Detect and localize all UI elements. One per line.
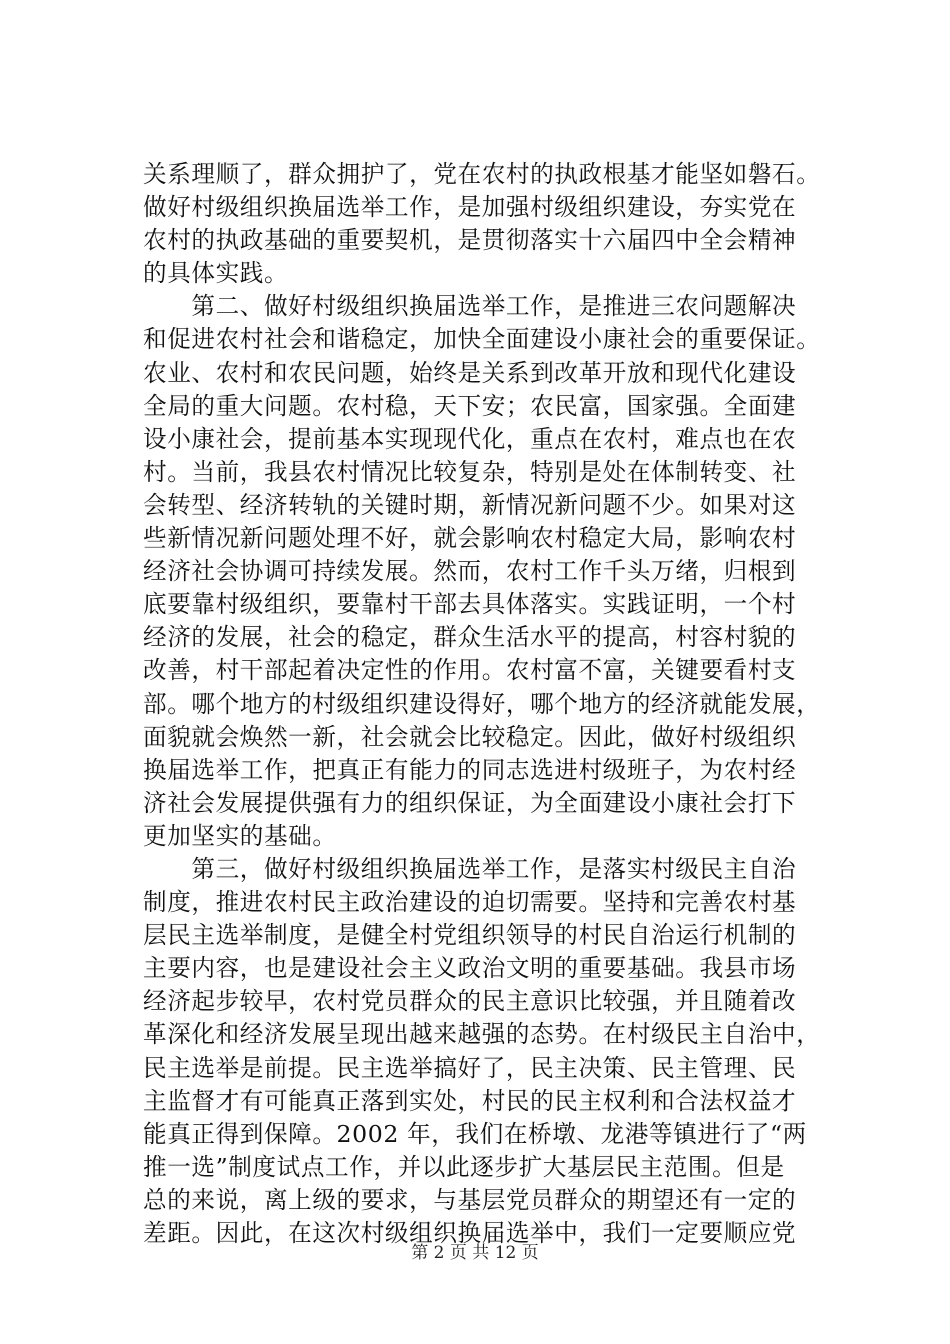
text-line: 做好村级组织换届选举工作，是加强村级组织建设，夯实党在 [143,193,797,222]
text-line: 经济起步较早，农村党员群众的民主意识比较强，并且随着改 [143,987,797,1016]
text-line: 第三，做好村级组织换届选举工作，是落实村级民主自治 [143,854,797,883]
text-line: 面貌就会焕然一新，社会就会比较稳定。因此，做好村级组织 [143,722,797,751]
text-line: 革深化和经济发展呈现出越来越强的态势。在村级民主自治中， [143,1020,821,1049]
text-line: 制度，推进农村民主政治建设的迫切需要。坚持和完善农村基 [143,888,797,917]
text-line: 会转型、经济转轨的关键时期，新情况新问题不少。如果对这 [143,490,797,519]
text-line: 些新情况新问题处理不好，就会影响农村稳定大局，影响农村 [143,524,797,553]
text-line: 第二、做好村级组织换届选举工作，是推进三农问题解决 [143,292,797,321]
text-line: 主监督才有可能真正落到实处，村民的民主权利和合法权益才 [143,1086,797,1115]
text-line: 总的来说，离上级的要求，与基层党员群众的期望还有一定的 [143,1185,797,1214]
text-line: 村。当前，我县农村情况比较复杂，特别是处在体制转变、社 [143,457,797,486]
text-line: 改善，村干部起着决定性的作用。农村富不富，关键要看村支 [143,656,797,685]
text-line: 部。哪个地方的村级组织建设得好，哪个地方的经济就能发展， [143,689,821,718]
text-line: 底要靠村级组织，要靠村干部去具体落实。实践证明，一个村 [143,590,797,619]
text-line: 农村的执政基础的重要契机，是贯彻落实十六届四中全会精神 [143,226,797,255]
text-line: 更加坚实的基础。 [143,821,337,850]
text-line: 推一选”制度试点工作，并以此逐步扩大基层民主范围。但是 [143,1152,785,1181]
text-line: 换届选举工作，把真正有能力的同志选进村级班子，为农村经 [143,755,797,784]
page-number-footer: 第 2 页 共 12 页 [411,1243,539,1263]
document-body [143,158,821,1250]
text-line: 层民主选举制度，是健全村党组织领导的村民自治运行机制的 [143,921,797,950]
text-line: 全局的重大问题。农村稳，天下安；农民富，国家强。全面建 [143,391,797,420]
text-line: 农业、农村和农民问题，始终是关系到改革开放和现代化建设 [143,358,797,387]
text-line: 济社会发展提供强有力的组织保证，为全面建设小康社会打下 [143,788,797,817]
text-line: 和促进农村社会和谐稳定，加快全面建设小康社会的重要保证。 [143,325,821,354]
text-line: 民主选举是前提。民主选举搞好了，民主决策、民主管理、民 [143,1053,797,1082]
text-line: 设小康社会，提前基本实现现代化，重点在农村，难点也在农 [143,424,797,453]
text-line: 经济社会协调可持续发展。然而，农村工作千头万绪，归根到 [143,557,797,586]
text-line: 能真正得到保障。2002 年，我们在桥墩、龙港等镇进行了“两 [143,1119,807,1148]
text-line: 关系理顺了，群众拥护了，党在农村的执政根基才能坚如磐石。 [143,160,821,188]
text-line: 经济的发展，社会的稳定，群众生活水平的提高，村容村貌的 [143,623,797,652]
text-line: 的具体实践。 [143,259,289,288]
text-line: 主要内容，也是建设社会主义政治文明的重要基础。我县市场 [143,954,797,983]
text-line: 差距。因此，在这次村级组织换届选举中，我们一定要顺应党 [143,1219,797,1247]
